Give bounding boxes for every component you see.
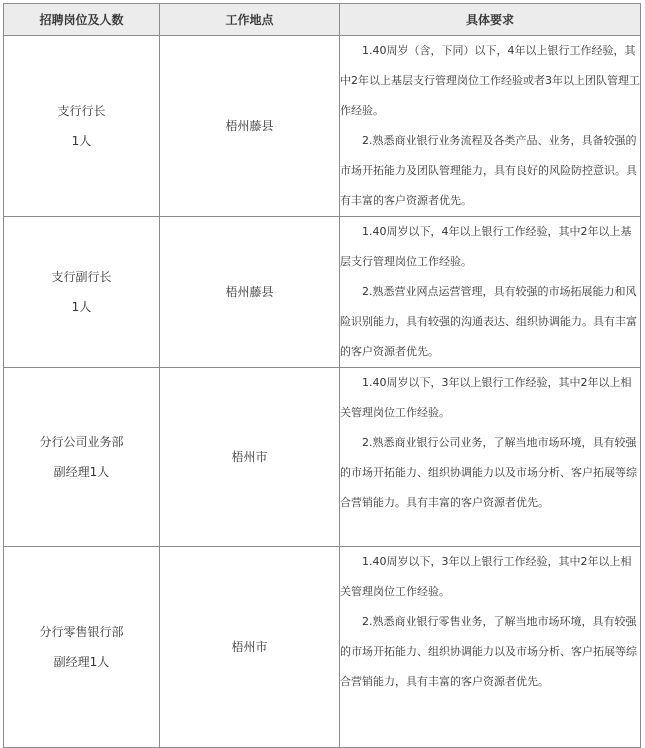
header-requirements: 具体要求	[340, 4, 641, 36]
recruitment-table	[3, 3, 641, 748]
requirement-item: 1.40周岁（含，下同）以下，4年以上银行工作经验，其中2年以上基层支行管理岗位工作经验或者3年以上团队管理工作经验。	[340, 44, 640, 117]
requirement-item: 1.40周岁以下，3年以上银行工作经验，其中2年以上相关管理岗位工作经验。	[340, 555, 632, 598]
table-row	[4, 547, 641, 748]
position-count: 1人	[71, 300, 92, 314]
location-cell: 梧州市	[160, 547, 340, 748]
position-count: 副经理1人	[53, 465, 110, 479]
location-cell: 梧州藤县	[160, 217, 340, 368]
table-row	[4, 217, 641, 368]
position-cell	[4, 368, 160, 547]
location-cell: 梧州藤县	[160, 36, 340, 217]
requirements-cell	[340, 368, 641, 547]
header-row	[4, 4, 641, 36]
position-cell	[4, 547, 160, 748]
requirement-item: 1.40周岁以下，4年以上银行工作经验，其中2年以上基层支行管理岗位工作经验。	[340, 225, 632, 268]
position-count: 1人	[71, 134, 92, 148]
requirement-item: 2.熟悉商业银行零售业务，了解当地市场环境，具有较强的市场开拓能力、组织协调能力以及市场分析、客户拓展等综合营销能力，具有丰富的客户资源者优先。	[340, 615, 637, 688]
requirement-item: 2.熟悉商业银行公司业务，了解当地市场环境，具有较强的市场开拓能力、组织协调能力以及市场分析、客户拓展等综合营销能力。具有丰富的客户资源者优先。	[340, 436, 637, 509]
position-title: 分行零售银行部	[39, 625, 124, 639]
position-cell	[4, 36, 160, 217]
position-count: 副经理1人	[53, 655, 110, 669]
position-title: 支行副行长	[51, 270, 112, 284]
position-title: 支行行长	[57, 104, 106, 118]
location-cell: 梧州市	[160, 368, 340, 547]
requirement-item: 2.熟悉商业银行业务流程及各类产品、业务，具备较强的市场开拓能力及团队管理能力，具有良好的风险防控意识。具有丰富的客户资源者优先。	[340, 134, 637, 207]
position-title: 分行公司业务部	[39, 435, 124, 449]
table-row	[4, 368, 641, 547]
requirements-cell	[340, 36, 641, 217]
table-row	[4, 36, 641, 217]
requirement-item: 1.40周岁以下，3年以上银行工作经验，其中2年以上相关管理岗位工作经验。	[340, 376, 632, 419]
header-location: 工作地点	[160, 4, 340, 36]
requirements-cell	[340, 547, 641, 748]
requirements-cell	[340, 217, 641, 368]
requirement-item: 2.熟悉营业网点运营管理，具有较强的市场拓展能力和风险识别能力，具有较强的沟通表达、组织协调能力。具有丰富的客户资源者优先。	[340, 285, 637, 358]
position-cell	[4, 217, 160, 368]
header-position: 招聘岗位及人数	[4, 4, 160, 36]
